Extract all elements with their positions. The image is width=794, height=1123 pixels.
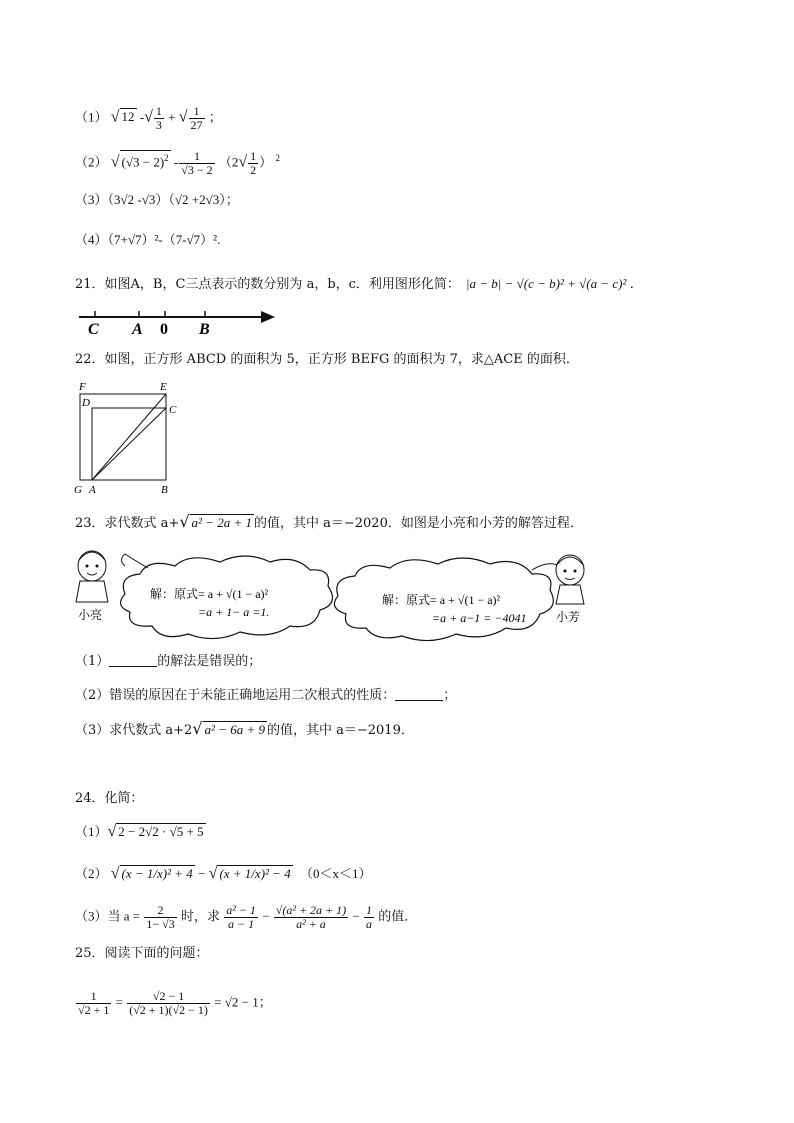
girl-figure: [556, 555, 584, 604]
boy-figure: [76, 551, 108, 602]
svg-text:E: E: [160, 381, 167, 393]
square-diagram: [72, 378, 187, 498]
dialogue-illustration: [70, 546, 590, 646]
svg-text:小芳: 小芳: [556, 610, 581, 624]
svg-text:G: G: [74, 484, 82, 496]
number-line: [75, 303, 280, 339]
q24-title: 24．化简：: [75, 791, 144, 806]
svg-text:解：原式= a + √(1 − a)²: 解：原式= a + √(1 − a)²: [382, 593, 501, 607]
q23-sub2: （2）错误的原因在于未能正确地运用二次根式的性质： ；: [75, 688, 457, 703]
svg-text:D: D: [82, 397, 90, 409]
svg-text:B: B: [161, 484, 168, 496]
svg-text:小亮: 小亮: [78, 608, 103, 622]
label-C: C: [88, 321, 99, 338]
q24-part2: （2） √ (x − 1/x)² + 4 − √ (x + 1/x)² − 4 （0＜x＜1）: [75, 865, 372, 882]
svg-text:A: A: [89, 484, 96, 496]
q23-text: 23．求代数式 a+√ a² − 2a + 1 的值，其中 a＝−2020．如图是小亮和小芳的解答过程．: [75, 512, 583, 531]
q20-part2: （2） √ $(√3 - 2)^2$ - $\frac{1}{√3 - 2}$ （2√ $\frac{1}{2}$ ） $^2$: [75, 148, 280, 177]
svg-text:C: C: [169, 404, 177, 416]
q22-text: 22．如图，正方形 ABCD 的面积为 5，正方形 BEFG 的面积为 7，求△ACE 的面积．: [75, 352, 579, 367]
q20-part1: （1） √ 12 -√ $\frac{1}{3}$ + √ $\frac{1}{27}$ ；: [75, 104, 222, 132]
q25-equation: $\frac{1}{√2 + 1}$ = $\frac{√2 - 1}{(√2 + 1)(√2 - 1)}$ = √2 − 1；: [78, 989, 272, 1017]
answer-blank-1[interactable]: [109, 654, 157, 667]
answer-blank-2[interactable]: [395, 688, 443, 701]
q20-part3: （3）（3√2 -√3）（√2 +2√3）；: [75, 192, 239, 207]
q23-sub1: （1） 的解法是错误的；: [75, 654, 262, 669]
q21-text: 21．如图A，B，C三点表示的数分别为 a，b，c．利用图形化简： |a − b| − √(c − b)² + √(a − c)² ．: [75, 276, 643, 292]
svg-text:=a + 1− a =1.: =a + 1− a =1.: [198, 605, 270, 619]
q25-title: 25．阅读下面的问题：: [75, 946, 209, 961]
q23-sub3: （3）求代数式 a+2√ a² − 6a + 9 的值，其中 a＝−2019．: [75, 719, 414, 738]
svg-text:=a + a−1 = −4041: =a + a−1 = −4041: [432, 611, 527, 625]
q24-part3: （3）当 a = $\frac{2}{1- √3}$ 时，求 $\frac{\text{a² − 1}}{a - 1}$ − $\frac{\text{√(a² + 2a + 1)}}{\text{a² + a}}$ − $\frac{1}{a}$ 的值．: [75, 903, 418, 931]
svg-text:解：原式= a + √(1 − a)²: 解：原式= a + √(1 − a)²: [150, 587, 269, 601]
label-A: A: [132, 321, 143, 338]
label-0: 0: [160, 321, 168, 338]
q20-part4: （4）（7+√7）²-（7-√7）².: [75, 232, 221, 247]
svg-text:F: F: [79, 381, 86, 393]
q24-part1: （1）√ 2 − 2√2 · √5 + 5: [75, 823, 204, 840]
label-B: B: [199, 321, 210, 338]
